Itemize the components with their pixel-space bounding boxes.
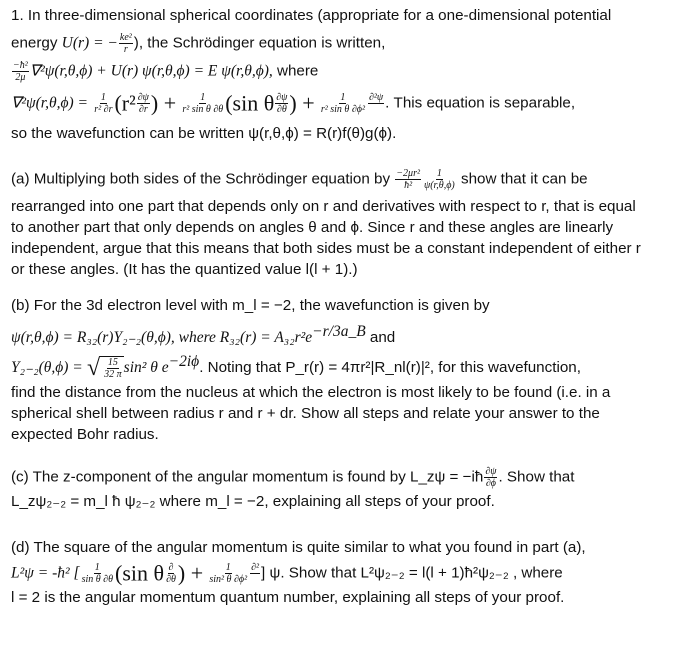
part-c-line-2: L_zψ₂₋₂ = m_l ħ ψ₂₋₂ where m_l = −2, explaining all steps of your proof. (11, 493, 495, 510)
laplacian-lhs: ∇²ψ(r,θ,ϕ) = (11, 94, 89, 112)
paren: (sin θ (115, 560, 165, 586)
part-d-line-1: (d) The square of the angular momentum is quite similar to what you found in part (a), (11, 539, 586, 556)
sqrt-icon: √ (86, 355, 101, 382)
frac: $\frac{\partial\psi}{\partial\theta}$ (276, 92, 288, 115)
frac: $\frac{1}{\text{sin θ ∂θ}}$ (81, 562, 114, 585)
text: ] ψ. Show that L²ψ₂₋₂ = l(l + 1)ħ²ψ₂₋₂ , where (261, 564, 563, 582)
paren: (sin θ (225, 90, 275, 116)
operator-lhs: L²ψ = -ħ² [ (11, 564, 80, 582)
part-b-line-5: spherical shell between radius r and r + dr. Show all steps and relate your answer to the (11, 405, 600, 422)
intro-line-1: 1. In three-dimensional spherical coordinates (appropriate for a one-dimensional potential (11, 7, 612, 24)
frac: ∂²ψ (368, 92, 384, 103)
hbar-fraction: $\frac{\text{−ħ²}}{2\mu}$ (13, 60, 28, 83)
frac: $\frac{\text{−2μr²}}{\text{ħ²}}$ (396, 168, 420, 191)
text: (a) Multiplying both sides of the Schrödinger equation by (11, 170, 391, 188)
paren: (r² (114, 90, 136, 116)
frac: $\frac{1}{\text{r² ∂r}}$ (94, 92, 113, 115)
part-a-line-5: or these angles. (It has the quantized value l(l + 1).) (11, 261, 358, 278)
text: sin² θ e (123, 359, 169, 377)
frac: $\frac{\partial\psi}{\partial\phi}$ (485, 466, 497, 489)
intro-line-5: so the wavefunction can be written ψ(r,θ,ϕ) = R(r)f(θ)g(ϕ). (11, 125, 397, 142)
frac: ∂² (251, 562, 260, 573)
frac: $\frac{1}{\text{sin² θ ∂ϕ²}}$ (209, 562, 248, 585)
part-d-line-3: l = 2 is the angular momentum quantum number, explaining all steps of your proof. (11, 589, 565, 606)
part-b-line-4: find the distance from the nucleus at which the electron is most likely to be found (i.e. in a (11, 384, 611, 401)
wavefunction-expr: ψ(r,θ,ϕ) = R₃₂(r)Y₂₋₂(θ,ϕ), where R₃₂(r) = A₃₂r²e (11, 329, 313, 347)
paren: ) + (150, 90, 177, 116)
paren: ) + (177, 560, 204, 586)
part-a-line-3: to another part that only depends on angles θ and ϕ. Since r and these angles are linearly (11, 219, 614, 236)
schrodinger-equation (11, 60, 318, 83)
text: and (369, 329, 396, 347)
text: . This equation is separable, (385, 94, 576, 112)
frac: $\frac{\partial}{\partial\theta}$ (166, 562, 176, 585)
equation-body: ∇²ψ(r,θ,ϕ) + U(r) ψ(r,θ,ϕ) = E ψ(r,θ,ϕ), (29, 62, 273, 80)
sqrt-content: $\frac{15}{32 \pi}$ (100, 356, 124, 380)
spherical-harmonic-lhs: Y₂₋₂(θ,ϕ) = (11, 359, 83, 377)
text: (c) The z-component of the angular momentum is found by L_zψ = −iħ (11, 468, 484, 486)
frac: $\frac{1}{\text{r² sin θ ∂ϕ²}}$ (320, 92, 365, 115)
text: show that it can be (460, 170, 588, 188)
part-a-line-4: independent, argue that this means that both sides must be a constant independent of either r (11, 240, 641, 257)
laplacian-equation (11, 92, 575, 115)
part-c-line-1 (11, 466, 574, 489)
intro-line-2 (11, 32, 385, 55)
text: where (277, 62, 319, 80)
frac: $\frac{1}{\text{r² sin θ ∂θ}}$ (182, 92, 224, 115)
frac: $\frac{1}{\psi(r,\theta,\phi)}$ (423, 168, 455, 191)
part-b-line-6: expected Bohr radius. (11, 426, 159, 443)
part-d-line-2 (11, 562, 563, 585)
part-b-line-2 (11, 322, 395, 348)
part-a-line-2: rearranged into one part that depends only on r and derivatives with respect to r, that is equal (11, 198, 636, 215)
text: ), the Schrödinger equation is written, (133, 34, 386, 52)
potential-lhs: U(r) = − (61, 34, 118, 52)
part-a-line-1 (11, 168, 588, 191)
part-b-line-3 (11, 352, 581, 380)
text: . Noting that P_r(r) = 4πr²|R_nl(r)|², for this wavefunction, (199, 359, 581, 377)
text: . Show that (498, 468, 575, 486)
exponent: −r/3a_B (312, 323, 366, 340)
part-b-line-1: (b) For the 3d electron level with m_l = −2, the wavefunction is given by (11, 297, 490, 314)
frac: $\frac{\partial\psi}{\partial r}$ (137, 92, 149, 115)
text: energy (11, 34, 62, 52)
potential-fraction: $\frac{\text{ke²}}{r}$ (119, 32, 132, 55)
paren: ) + (289, 90, 315, 116)
exponent: −2iϕ (168, 353, 200, 370)
